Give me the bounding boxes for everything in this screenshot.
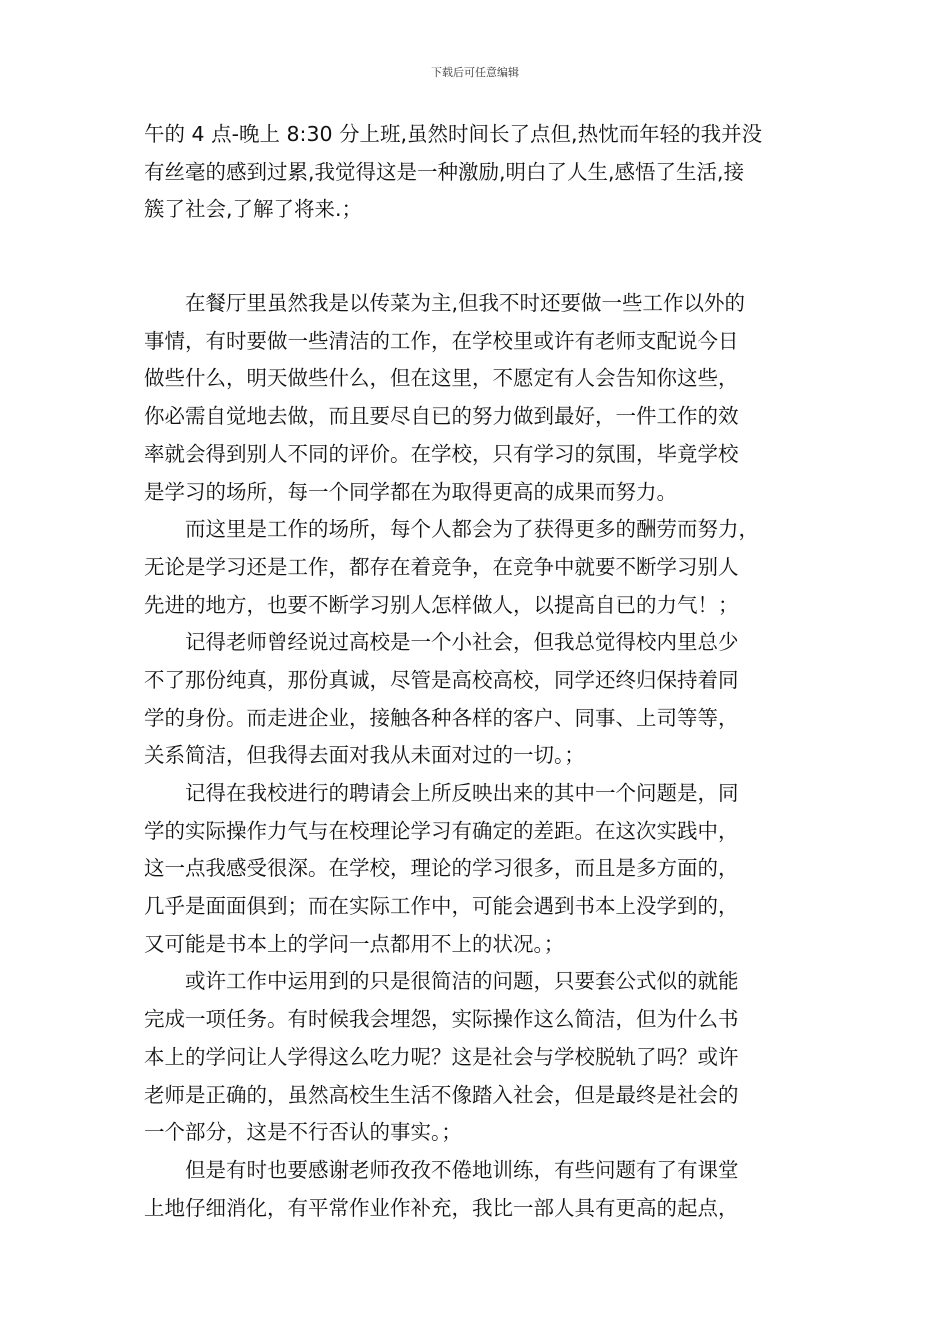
- text-line: 这一点我感受很深。在学校，理论的学习很多，而且是多方面的，: [144, 856, 739, 881]
- text-line: 记得在我校进行的聘请会上所反映出来的其中一个问题是，同: [144, 781, 739, 805]
- text-line: 或许工作中运用到的只是很简洁的问题，只要套公式似的就能: [144, 969, 739, 994]
- page-header: 下载后可任意编辑: [431, 66, 519, 79]
- text-line: 你必需自觉地去做，而且要尽自已的努力做到最好，一件工作的效: [144, 404, 739, 429]
- text-line: 簇了社会,了解了将来.；: [144, 197, 363, 222]
- text-line: 先进的地方，也要不断学习别人怎样做人，以提高自已的力气！；: [144, 592, 739, 617]
- text-line: 记得老师曾经说过高校是一个小社会，但我总觉得校内里总少: [144, 630, 739, 655]
- paragraph-gap: [144, 229, 809, 285]
- text-line: 率就会得到别人不同的评价。在学校，只有学习的氛围，毕竟学校: [144, 441, 739, 466]
- text-line: 上地仔细消化，有平常作业作补充，我比一部人具有更高的起点，: [144, 1195, 739, 1220]
- text-line: 无论是学习还是工作，都存在着竞争，在竞争中就要不断学习别人: [144, 554, 739, 579]
- text-line: 而这里是工作的场所，每个人都会为了获得更多的酬劳而努力，: [144, 517, 759, 542]
- text-line: 事情，有时要做一些清洁的工作，在学校里或许有老师支配说今日: [144, 328, 739, 353]
- text-line: 但是有时也要感谢老师孜孜不倦地训练，有些问题有了有课堂: [144, 1157, 739, 1182]
- text-line: 学的身份。而走进企业，接触各种各样的客户、同事、上司等等，: [144, 705, 739, 730]
- text-line: 本上的学问让人学得这么吃力呢？这是社会与学校脱轨了吗？或许: [144, 1044, 739, 1069]
- text-line: 完成一项任务。有时候我会埋怨，实际操作这么简洁，但为什么书: [144, 1007, 739, 1032]
- text-line: 是学习的场所，每一个同学都在为取得更高的成果而努力。: [144, 479, 677, 504]
- text-line: 老师是正确的，虽然高校生生活不像踏入社会，但是最终是社会的: [144, 1082, 739, 1107]
- text-line: 有丝毫的感到过累,我觉得这是一种激励,明白了人生,感悟了生活,接: [144, 159, 745, 184]
- text-line: 做些什么，明天做些什么，但在这里，不愿定有人会告知你这些，: [144, 366, 739, 391]
- text-line: 一个部分，这是不行否认的事实。；: [144, 1120, 462, 1145]
- text-line: 学的实际操作力气与在校理论学习有确定的差距。在这次实践中，: [144, 818, 739, 843]
- text-line: 几乎是面面俱到；而在实际工作中，可能会遇到书本上没学到的，: [144, 894, 739, 919]
- text-line: 午的 4 点-晚上 8:30 分上班,虽然时间长了点但,热忱而年轻的我并没: [144, 122, 763, 146]
- body-text: [144, 116, 809, 1227]
- text-line: 在餐厅里虽然我是以传菜为主,但我不时还要做一些工作以外的: [144, 291, 746, 316]
- text-line: 又可能是书本上的学问一点都用不上的状况。；: [144, 931, 565, 956]
- text-line: 关系简洁，但我得去面对我从未面对过的一切。；: [144, 743, 585, 768]
- text-line: 不了那份纯真，那份真诚，尽管是高校高校，同学还终归保持着同: [144, 667, 739, 692]
